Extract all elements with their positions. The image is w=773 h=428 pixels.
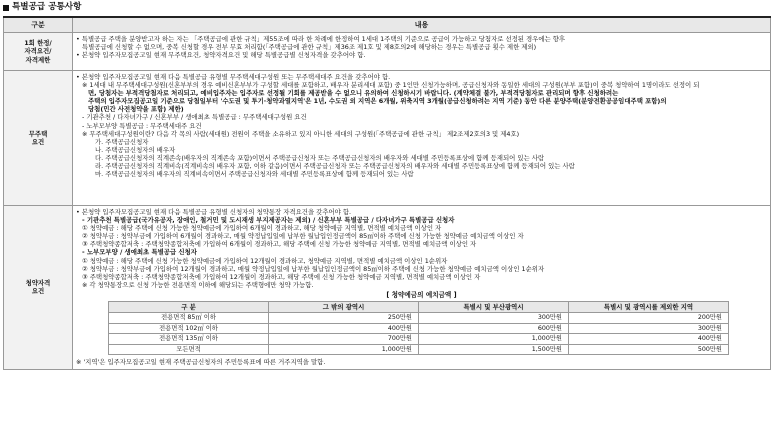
- square-bullet-icon: [3, 5, 9, 11]
- amount-cell: 300만원: [569, 323, 729, 334]
- text-line: - 기관추천 특별공급(국가유공자, 장애인, 철거민 및 도시재생 부지제공자는 제외) / 신혼부부 특별공급 / 다자녀가구 특별공급 신청자: [82, 216, 455, 225]
- amount-cell: 1,000만원: [419, 334, 569, 345]
- deposit-amount-table: [108, 301, 729, 355]
- row-label-limit: 1회 한정/ 자격요건/ 자격제한: [4, 33, 73, 71]
- amount-cell: 400만원: [569, 334, 729, 345]
- amount-row: [109, 334, 729, 345]
- text-line: ※ 무주택세대구성원이란? 다음 각 목의 사람(세대원) 전원이 주택을 소유하고 있지 아니한 세대의 구성원(「주택공급에 관한 규칙」 제2조제2호의3 및 제4호): [82, 129, 520, 138]
- text-line: ② 청약부금 : 청약부금에 가입하여 12개월이 경과하고, 매월 약정납입일에 납부한 월납입인정금액이 85㎡이하 주택에 신청 가능한 청약예금 예치금액 이상인 1순위자: [82, 264, 545, 273]
- amount-cell: 전용면적 85㎡ 이하: [109, 313, 269, 324]
- text-line: 면, 당첨자는 부적격당첨자로 처리되고, 예비입주자는 입주자로 선정될 기회를 제공받을 수 없으니 유의하여 신청하시기 바랍니다. (계약체결 불가, 부적격당첨자로 관리되며 향후 신청하려는: [88, 89, 619, 98]
- text-line: ※ 1세대 내 무주택세대구성원(신혼부부의 경우 예비신혼부부가 구성할 세대를 포함하고, 배우자 분리세대 포함) 중 1인만 신청가능하며, 공급신청자와 동일한 세대의 구성원(부부 포함)이 중복 청약하여 1명이라도 선정이 되: [82, 81, 700, 90]
- amount-header: 구 분: [109, 302, 269, 313]
- amount-cell: 300만원: [419, 313, 569, 324]
- text-line: • 본청약 입주자모집공고일 현재 다음 특별공급 유형별 무주택세대구성원 또는 무주택세대주 요건을 갖추어야 함.: [76, 73, 391, 81]
- text-line: 마. 주택공급신청자의 배우자의 직계비속이면서 주택공급신청자와 세대별 주민등록표상에 함께 등재되어 있는 사람: [95, 170, 414, 179]
- text-line: ① 청약예금 : 해당 주택에 신청 가능한 청약예금에 가입하여 6개월이 경과하고, 해당 청약예금 지역별, 면적별 예치금액 이상인 자: [82, 224, 442, 233]
- section-title-text: 특별공급 공통사항: [12, 2, 82, 12]
- amount-cell: 250만원: [269, 313, 419, 324]
- amount-header: 그 밖의 광역시: [269, 302, 419, 313]
- row-content-no-house: [73, 71, 771, 206]
- row-content-eligibility: [73, 206, 771, 370]
- amount-cell: 1,500만원: [419, 344, 569, 355]
- text-line: - 노부모부양 / 생애최초 특별공급 신청자: [82, 248, 197, 257]
- table-header-row: [4, 17, 771, 33]
- text-line: ② 청약부금 : 청약부금에 가입하여 6개월이 경과하고, 매월 약정납입일에 납부한 월납입인정금액이 85㎡이하 주택에 신청 가능한 청약예금 예치금액 이상인 자: [82, 232, 524, 241]
- text-line: 주택의 입주자모집공고일 기준으로 당첨일부터 '수도권 및 투기·청약과열지역'은 1년, 수도권 외 지역은 6개월, 위축지역 3개월(공급신청하려는 지역 기준) 동안 다른 분양주택(분양전환공공임대주택 포함)의: [88, 97, 667, 106]
- amount-cell: 1,000만원: [269, 344, 419, 355]
- text-line: ① 청약예금 : 해당 주택에 신청 가능한 청약예금에 가입하여 12개월이 경과하고, 청약예금 지역별, 면적별 예치금액 이상인 1순위자: [82, 256, 448, 265]
- amount-header: 특별시 및 광역시를 제외한 지역: [569, 302, 729, 313]
- text-line: - 기관추천 / 다자녀가구 / 신혼부부 / 생애최초 특별공급 : 무주택세대구성원 요건: [82, 113, 307, 122]
- amount-cell: 700만원: [269, 334, 419, 345]
- table-row-limit: [4, 33, 771, 71]
- text-line: 특별공급에 신청할 수 없으며, 중복 신청할 경우 전부 무효 처리함(「주택공급에 관한 규칙」제36조 제1호 및 제8호의2에 해당하는 경우는 특별공급 횟수 제한 제외): [82, 43, 537, 52]
- amount-cell: 모든면적: [109, 344, 269, 355]
- text-line: 당첨(민간 사전청약을 포함) 제한): [88, 105, 184, 114]
- text-line: • 본청약 입주자모집공고일 현재 다음 특별공급 유형별 신청자의 청약통장 자격요건을 갖추어야 함.: [76, 208, 352, 216]
- text-line: ③ 주택청약종합저축 : 주택청약종합저축에 가입하여 12개월이 경과하고, 해당 주택에 신청 가능한 청약예금 지역별, 면적별 예치금액 이상인 자: [82, 272, 481, 281]
- text-line: 나. 주택공급신청자의 배우자: [95, 145, 176, 154]
- amount-row: [109, 313, 729, 324]
- text-line: 가. 주택공급신청자: [95, 137, 149, 146]
- table-row-eligibility: [4, 206, 771, 370]
- text-line: 라. 주택공급신청자의 직계비속(직계비속의 배우자 포함, 이하 같음)이면서 주택공급신청자 또는 주택공급신청자의 배우자와 세대별 주민등록표상에 함께 등재되어 있는 사람: [95, 162, 575, 171]
- text-line: - 노부모부양 특별공급 : 무주택세대주 요건: [82, 121, 202, 130]
- text-line: ※ 각 청약통장으로 신청 가능한 전용면적 이하에 해당되는 주택형에만 청약 가능함.: [82, 280, 314, 289]
- amount-cell: 전용면적 135㎡ 이하: [109, 334, 269, 345]
- amount-header: 특별시 및 부산광역시: [419, 302, 569, 313]
- text-line: • 본청약 입주자모집공고일 현재 무주택요건, 청약자격요건 및 해당 특별공급별 신청자격을 갖추어야 함.: [76, 51, 366, 60]
- section-title: [3, 2, 770, 13]
- text-line: ③ 주택청약종합저축 : 주택청약종합저축에 가입하여 6개월이 경과하고, 해당 주택에 신청 가능한 청약예금 지역별, 면적별 예치금액 이상인 자: [82, 240, 477, 249]
- amount-header-row: [109, 302, 729, 313]
- amount-row: [109, 344, 729, 355]
- table-row-no-house: [4, 71, 771, 206]
- row-label-eligibility: 청약자격 요건: [4, 206, 73, 370]
- special-supply-table: [3, 16, 771, 370]
- row-label-no-house: 무주택 요건: [4, 71, 73, 206]
- amount-cell: 400만원: [269, 323, 419, 334]
- footnote: ※ '지역'은 입주자모집공고일 현재 주택공급신청자의 주민등록표에 따른 거주지역을 말함.: [76, 358, 326, 367]
- header-content: 내용: [73, 17, 771, 33]
- amount-row: [109, 323, 729, 334]
- amount-cell: 600만원: [419, 323, 569, 334]
- row-content-limit: [73, 33, 771, 71]
- amount-cell: 500만원: [569, 344, 729, 355]
- amount-cell: 전용면적 102㎡ 이하: [109, 323, 269, 334]
- amount-cell: 200만원: [569, 313, 729, 324]
- header-category: 구분: [4, 17, 73, 33]
- text-line: • 특별공급 주택을 분양받고자 하는 자는 「주택공급에 관한 규칙」제55조에 따라 한 차례에 한정하여 1세대 1주택의 기준으로 공급이 가능하고 당첨자로 선정된 경우에는 향후: [76, 35, 566, 43]
- text-line: 다. 주택공급신청자의 직계존속(배우자의 직계존속 포함)이면서 주택공급신청자 또는 주택공급신청자의 배우자와 세대별 주민등록표상에 함께 등재되어 있는 사람: [95, 153, 545, 162]
- deposit-amount-title: [ 청약예금의 예치금액 ]: [386, 290, 457, 299]
